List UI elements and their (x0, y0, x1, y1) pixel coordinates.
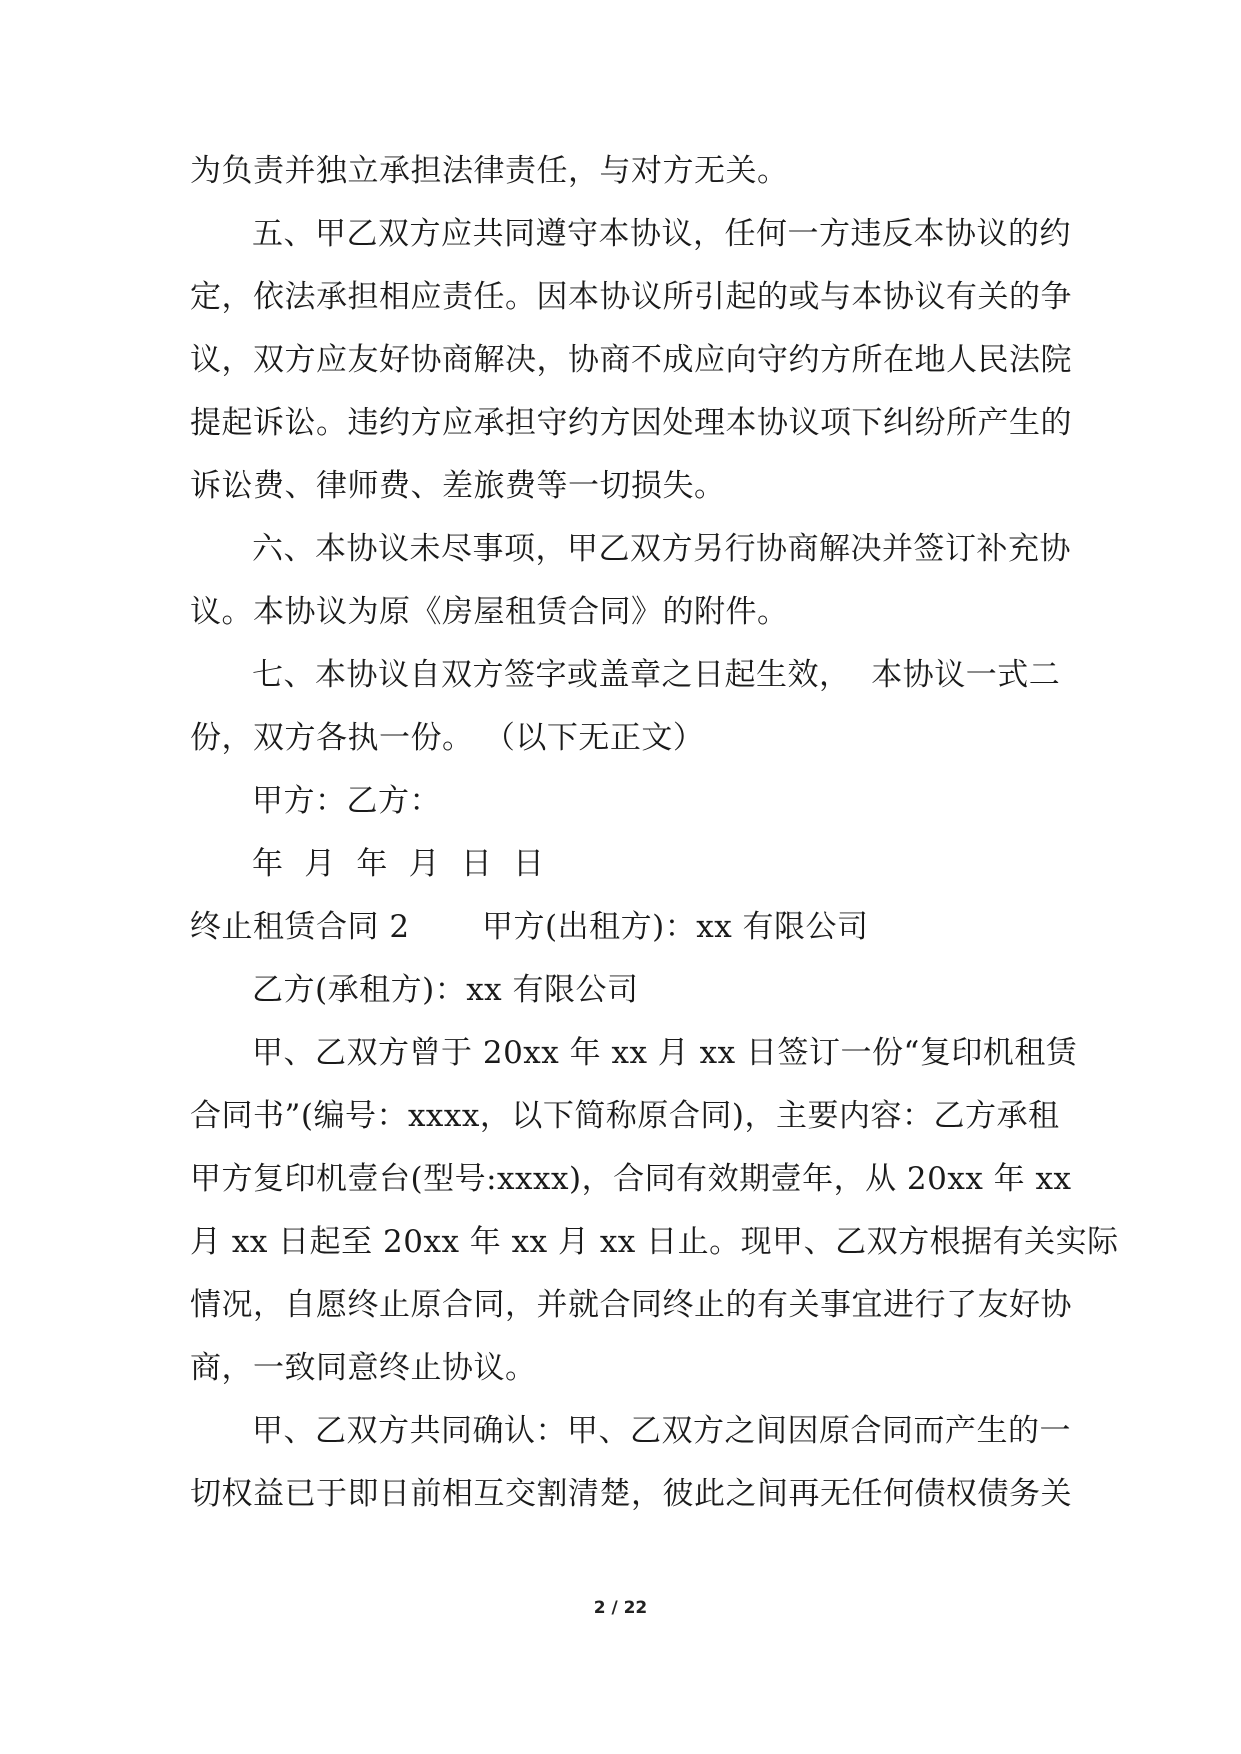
text-line-14: 乙方(承租方)：xx 有限公司 (252, 972, 639, 1008)
text-line-11: 甲方：乙方： (252, 783, 441, 819)
text-line-21: 甲、乙双方共同确认：甲、乙双方之间因原合同而产生的一 (252, 1413, 1071, 1449)
text-line-5: 提起诉讼。违约方应承担守约方因处理本协议项下纠纷所产生的 (190, 405, 1072, 441)
text-line-6: 诉讼费、律师费、差旅费等一切损失。 (190, 468, 726, 504)
text-line-17: 甲方复印机壹台(型号:xxxx)，合同有效期壹年，从 20xx 年 xx (190, 1161, 1072, 1197)
page-number: 2 / 22 (593, 1598, 648, 1618)
text-line-19: 情况，自愿终止原合同，并就合同终止的有关事宜进行了友好协 (190, 1287, 1072, 1323)
text-line-2: 五、甲乙双方应共同遵守本协议，任何一方违反本协议的约 (252, 216, 1071, 252)
text-line-10: 份，双方各执一份。 （以下无正文） (190, 720, 705, 756)
text-line-13: 终止租赁合同 2 甲方(出租方)：xx 有限公司 (190, 909, 869, 945)
text-line-20: 商，一致同意终止协议。 (190, 1350, 537, 1386)
text-line-4: 议，双方应友好协商解决，协商不成应向守约方所在地人民法院 (190, 342, 1072, 378)
text-line-7: 六、本协议未尽事项，甲乙双方另行协商解决并签订补充协 (252, 531, 1071, 567)
text-line-1: 为负责并独立承担法律责任，与对方无关。 (190, 153, 789, 189)
text-line-22: 切权益已于即日前相互交割清楚，彼此之间再无任何债权债务关 (190, 1476, 1072, 1512)
text-line-15: 甲、乙双方曾于 20xx 年 xx 月 xx 日签订一份“复印机租赁 (252, 1035, 1078, 1071)
text-line-12: 年 月 年 月 日 日 (252, 846, 545, 882)
text-line-16: 合同书”(编号：xxxx，以下简称原合同)，主要内容：乙方承租 (190, 1098, 1060, 1134)
text-line-9: 七、本协议自双方签字或盖章之日起生效， 本协议一式二 (252, 657, 1061, 693)
text-line-8: 议。本协议为原《房屋租赁合同》的附件。 (190, 594, 789, 630)
text-line-18: 月 xx 日起至 20xx 年 xx 月 xx 日止。现甲、乙双方根据有关实际 (190, 1224, 1119, 1260)
text-line-3: 定，依法承担相应责任。因本协议所引起的或与本协议有关的争 (190, 279, 1072, 315)
